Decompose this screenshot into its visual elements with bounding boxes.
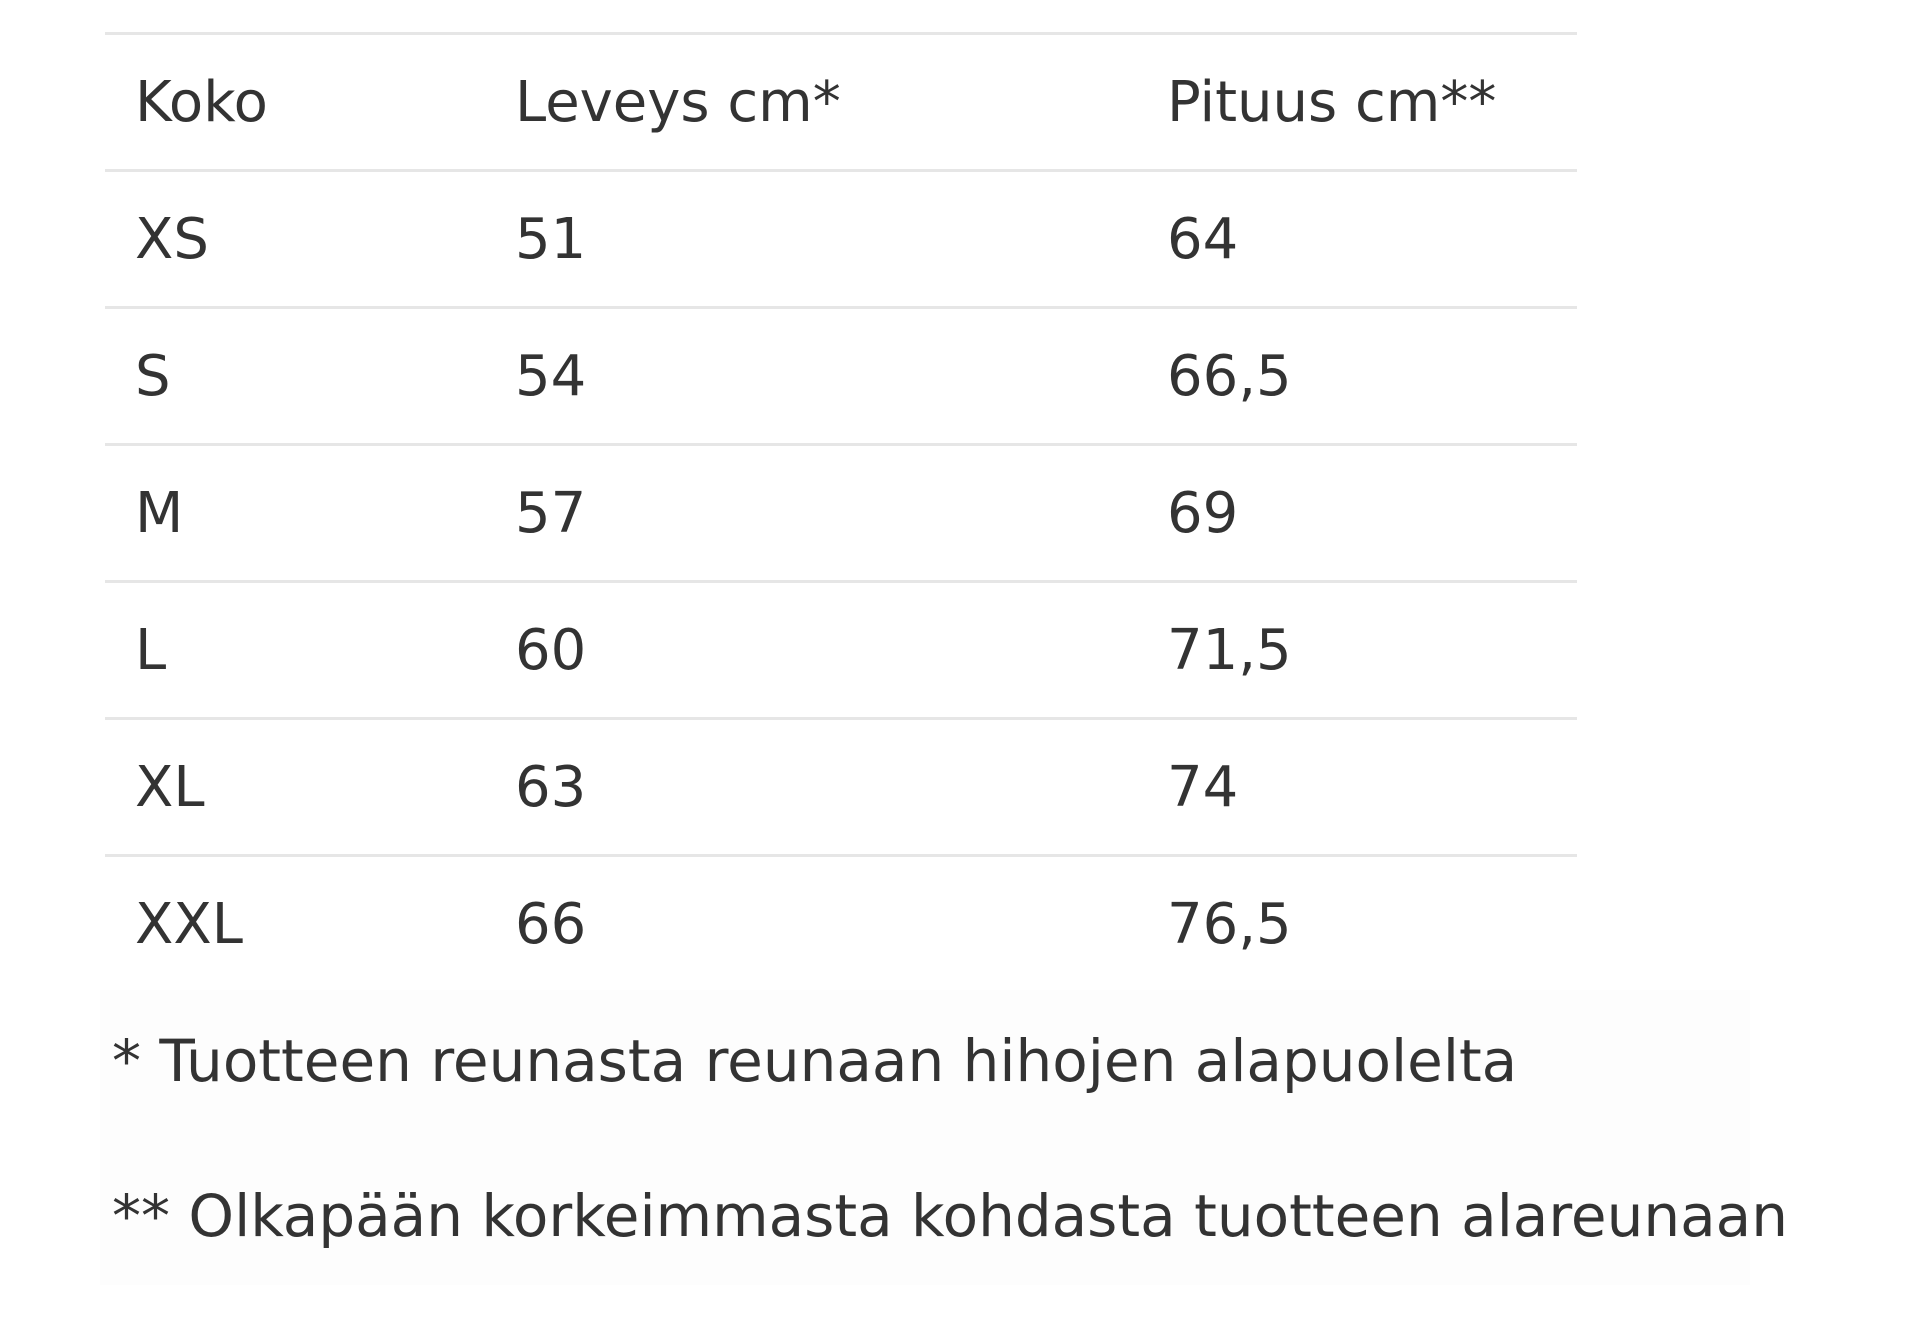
- width-cell: 57: [515, 445, 1167, 582]
- size-table: [105, 32, 1577, 994]
- size-cell: XL: [105, 719, 515, 856]
- length-cell: 74: [1167, 719, 1577, 856]
- table-row: [105, 445, 1577, 582]
- column-header-size: Koko: [105, 34, 515, 171]
- table-row: [105, 171, 1577, 308]
- table-row: [105, 719, 1577, 856]
- length-cell: 71,5: [1167, 582, 1577, 719]
- table-row: [105, 308, 1577, 445]
- size-cell: XS: [105, 171, 515, 308]
- size-cell: S: [105, 308, 515, 445]
- footnotes: [100, 990, 1788, 1285]
- length-cell: 66,5: [1167, 308, 1577, 445]
- size-cell: L: [105, 582, 515, 719]
- size-cell: M: [105, 445, 515, 582]
- column-header-length: Pituus cm**: [1167, 34, 1577, 171]
- footnote-width: * Tuotteen reunasta reunaan hihojen alapuolelta: [112, 1027, 1518, 1095]
- width-cell: 66: [515, 856, 1167, 993]
- width-cell: 51: [515, 171, 1167, 308]
- width-cell: 63: [515, 719, 1167, 856]
- width-cell: 60: [515, 582, 1167, 719]
- length-cell: 69: [1167, 445, 1577, 582]
- length-cell: 64: [1167, 171, 1577, 308]
- length-cell: 76,5: [1167, 856, 1577, 993]
- table-row: [105, 582, 1577, 719]
- column-header-width: Leveys cm*: [515, 34, 1167, 171]
- size-cell: XXL: [105, 856, 515, 993]
- footnote-length: ** Olkapään korkeimmasta kohdasta tuotteen alareunaan: [112, 1182, 1788, 1250]
- width-cell: 54: [515, 308, 1167, 445]
- table-header-row: [105, 34, 1577, 171]
- table-row: [105, 856, 1577, 993]
